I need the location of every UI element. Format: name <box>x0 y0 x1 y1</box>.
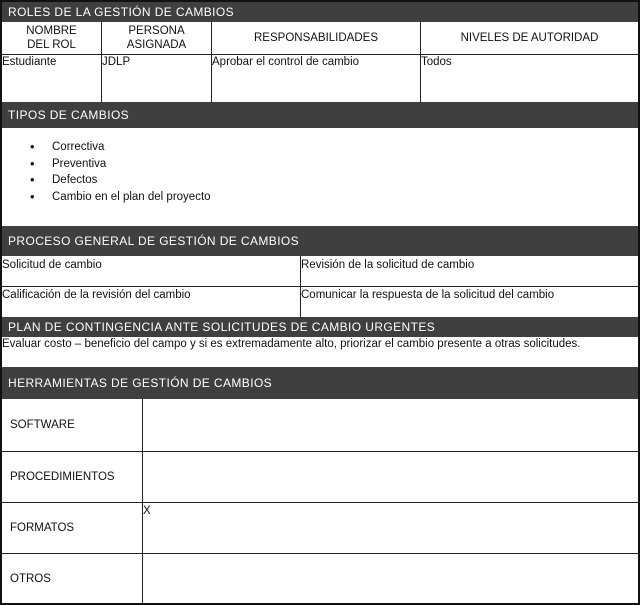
tool-label-formatos: FORMATOS <box>10 522 75 534</box>
tipos-section-header <box>2 102 638 128</box>
cell-persona: JDLP <box>101 55 211 102</box>
column-header-niveles <box>420 22 638 54</box>
process-cell-revision: Revisión de la solicitud de cambio <box>300 256 638 286</box>
contingencia-header-text: PLAN DE CONTINGENCIA ANTE SOLICITUDES DE CAMBIO URGENTES <box>8 320 436 334</box>
tool-value-otros <box>143 554 638 603</box>
tool-value-formatos: X <box>143 505 151 517</box>
herramientas-header-text: HERRAMIENTAS DE GESTIÓN DE CAMBIOS <box>8 376 273 390</box>
cell-nivel: Todos <box>420 55 638 102</box>
roles-section-header <box>2 2 638 22</box>
tool-label-software: SOFTWARE <box>10 419 75 431</box>
column-header-rol-line1: NOMBRE <box>26 25 77 37</box>
column-header-responsabilidades <box>211 22 420 54</box>
column-header-persona-line1: PERSONA <box>128 25 185 37</box>
contingencia-section-header <box>2 317 638 337</box>
contingencia-text: Evaluar costo – beneficio del campo y si es extremadamente alto, priorizar el cambio presente a otras solicitudes. <box>2 338 581 350</box>
cell-responsabilidad: Aprobar el control de cambio <box>211 55 420 102</box>
proceso-section-header <box>2 226 638 256</box>
list-item: • Cambio en el plan del proyecto <box>26 189 211 206</box>
column-header-persona <box>101 22 211 54</box>
column-header-persona-line2: ASIGNADA <box>126 39 187 51</box>
column-header-niveles-text: NIVELES DE AUTORIDAD <box>460 32 599 44</box>
process-cell-calificacion: Calificación de la revisión del cambio <box>2 289 191 301</box>
roles-header-text: ROLES DE LA GESTIÓN DE CAMBIOS <box>8 5 235 19</box>
cell-rol: Estudiante <box>2 56 57 68</box>
column-header-rol <box>2 22 101 54</box>
proceso-header-text: PROCESO GENERAL DE GESTIÓN DE CAMBIOS <box>8 234 300 248</box>
list-item: • Correctiva <box>26 139 211 156</box>
process-cell-comunicar: Comunicar la respuesta de la solicitud del cambio <box>300 287 638 317</box>
column-header-rol-line2: DEL ROL <box>27 39 76 51</box>
herramientas-section-header <box>2 367 638 399</box>
list-item: • Preventiva <box>26 156 211 173</box>
list-item: • Defectos <box>26 172 211 189</box>
process-cell-solicitud: Solicitud de cambio <box>2 259 102 271</box>
tool-value-procedimientos <box>143 452 638 502</box>
tool-label-procedimientos: PROCEDIMIENTOS <box>10 471 115 483</box>
change-types-list <box>26 139 211 205</box>
tipos-header-text: TIPOS DE CAMBIOS <box>8 108 130 122</box>
tool-value-software <box>143 399 638 451</box>
tool-label-otros: OTROS <box>10 572 51 585</box>
column-header-responsabilidades-text: RESPONSABILIDADES <box>254 32 378 44</box>
